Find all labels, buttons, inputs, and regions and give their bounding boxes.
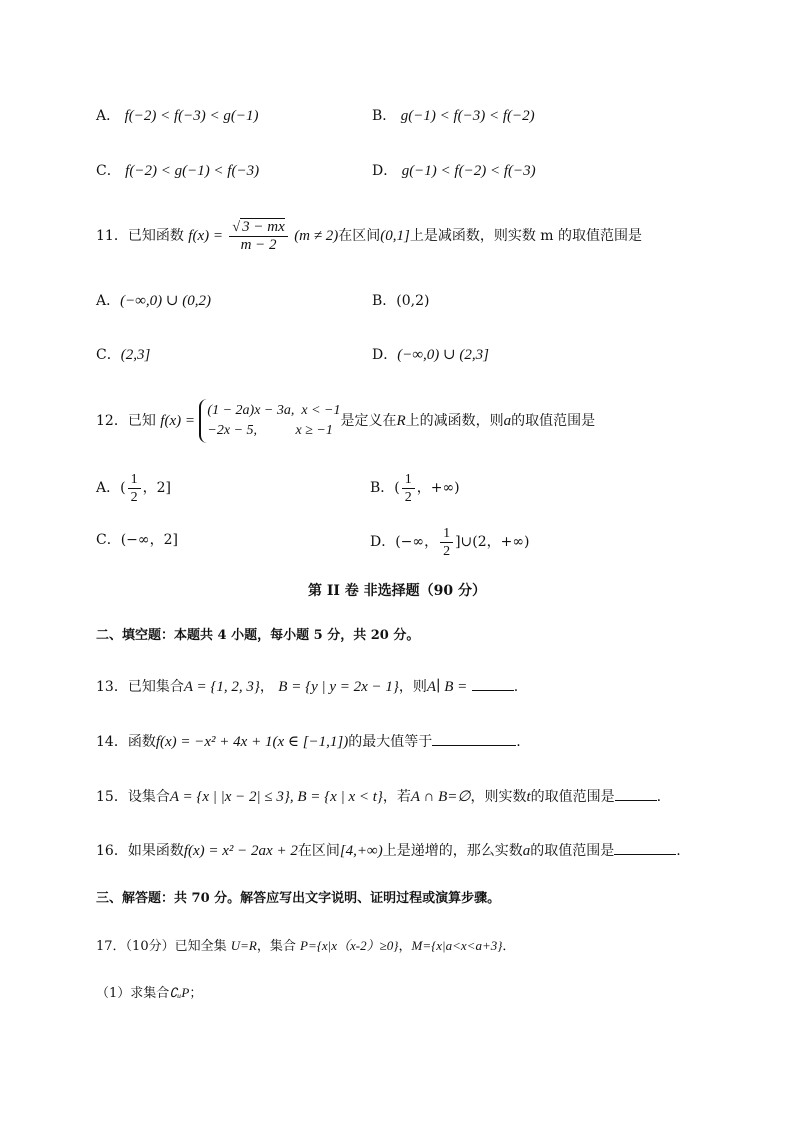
- q10-option-d: D． g(−1) < f(−2) < f(−3): [372, 163, 536, 179]
- section-3-heading: 三、解答题：共 70 分。解答应写出文字说明、证明过程或演算步骤。: [96, 891, 501, 906]
- q12-option-c: C．(−∞，2]: [96, 532, 178, 548]
- q10-option-a: A． f(−2) < f(−3) < g(−1): [96, 108, 259, 124]
- q14-stem: 14．函数f(x) = −x² + 4x + 1(x ∈ [−1,1])的最大值等于 .: [96, 731, 521, 752]
- q11-option-c: C．(2,3]: [96, 347, 151, 363]
- q11-option-b: B．(0,2): [372, 293, 430, 309]
- q12-option-d: D．(−∞， $\frac{1}{2}$ ]∪(2，+∞): [370, 525, 530, 559]
- q10-option-c: C． f(−2) < g(−1) < f(−3): [96, 163, 260, 179]
- q11-option-a: A．(−∞,0) ∪ (0,2): [96, 293, 211, 309]
- q17-part-1: （1）求集合∁ᵤP；: [96, 985, 203, 1001]
- q13-stem: 13．已知集合A = {1, 2, 3}， B = {y | y = 2x − 1}，则A∣ B = .: [96, 676, 518, 697]
- q16-answer-blank[interactable]: [614, 840, 676, 855]
- q12-option-b: B．( $\frac{1}{2}$ ，+∞): [370, 471, 460, 505]
- q12-stem: 12．已知 f(x) = (1 − 2a)x − 3a, x < −1 −2x − 5, x ≥ −1是定义在R上的减函数，则a的取值范围是: [96, 398, 595, 444]
- q17-stem: 17．（10分）已知全集 U=R，集合 P={x|x（x-2）≥0}，M={x|a<x<a+3}．: [96, 938, 516, 954]
- q12-piecewise: (1 − 2a)x − 3a, x < −1 −2x − 5, x ≥ −1: [199, 399, 340, 443]
- q12-option-a: A．( $\frac{1}{2}$ ，2]: [96, 471, 171, 505]
- section-2-heading: 二、填空题：本题共 4 小题，每小题 5 分，共 20 分。: [96, 628, 420, 643]
- q15-answer-blank[interactable]: [615, 786, 657, 801]
- q15-stem: 15．设集合A = {x | |x − 2| ≤ 3}, B = {x | x < t}，若A ∩ B=∅，则实数t的取值范围是 .: [96, 786, 661, 807]
- q14-answer-blank[interactable]: [432, 731, 516, 746]
- q11-stem: 11．已知函数 f(x) = $\frac{√ 3 - mx}{m - 2}$ (m ≠ 2)在区间(0,1]上是减函数，则实数 m 的取值范围是: [96, 218, 643, 253]
- q10-option-b: B． g(−1) < f(−3) < f(−2): [372, 108, 535, 124]
- q16-stem: 16．如果函数f(x) = x² − 2ax + 2在区间[4,+∞)上是递增的，那么实数a的取值范围是 .: [96, 840, 681, 861]
- q13-answer-blank[interactable]: [472, 676, 514, 691]
- q11-option-d: D．(−∞,0) ∪ (2,3]: [372, 347, 489, 363]
- section-2-title: 第 II 卷 非选择题（90 分）: [307, 583, 487, 599]
- q11-fraction: $\frac{√ 3 - mx}{m - 2}$: [229, 219, 287, 254]
